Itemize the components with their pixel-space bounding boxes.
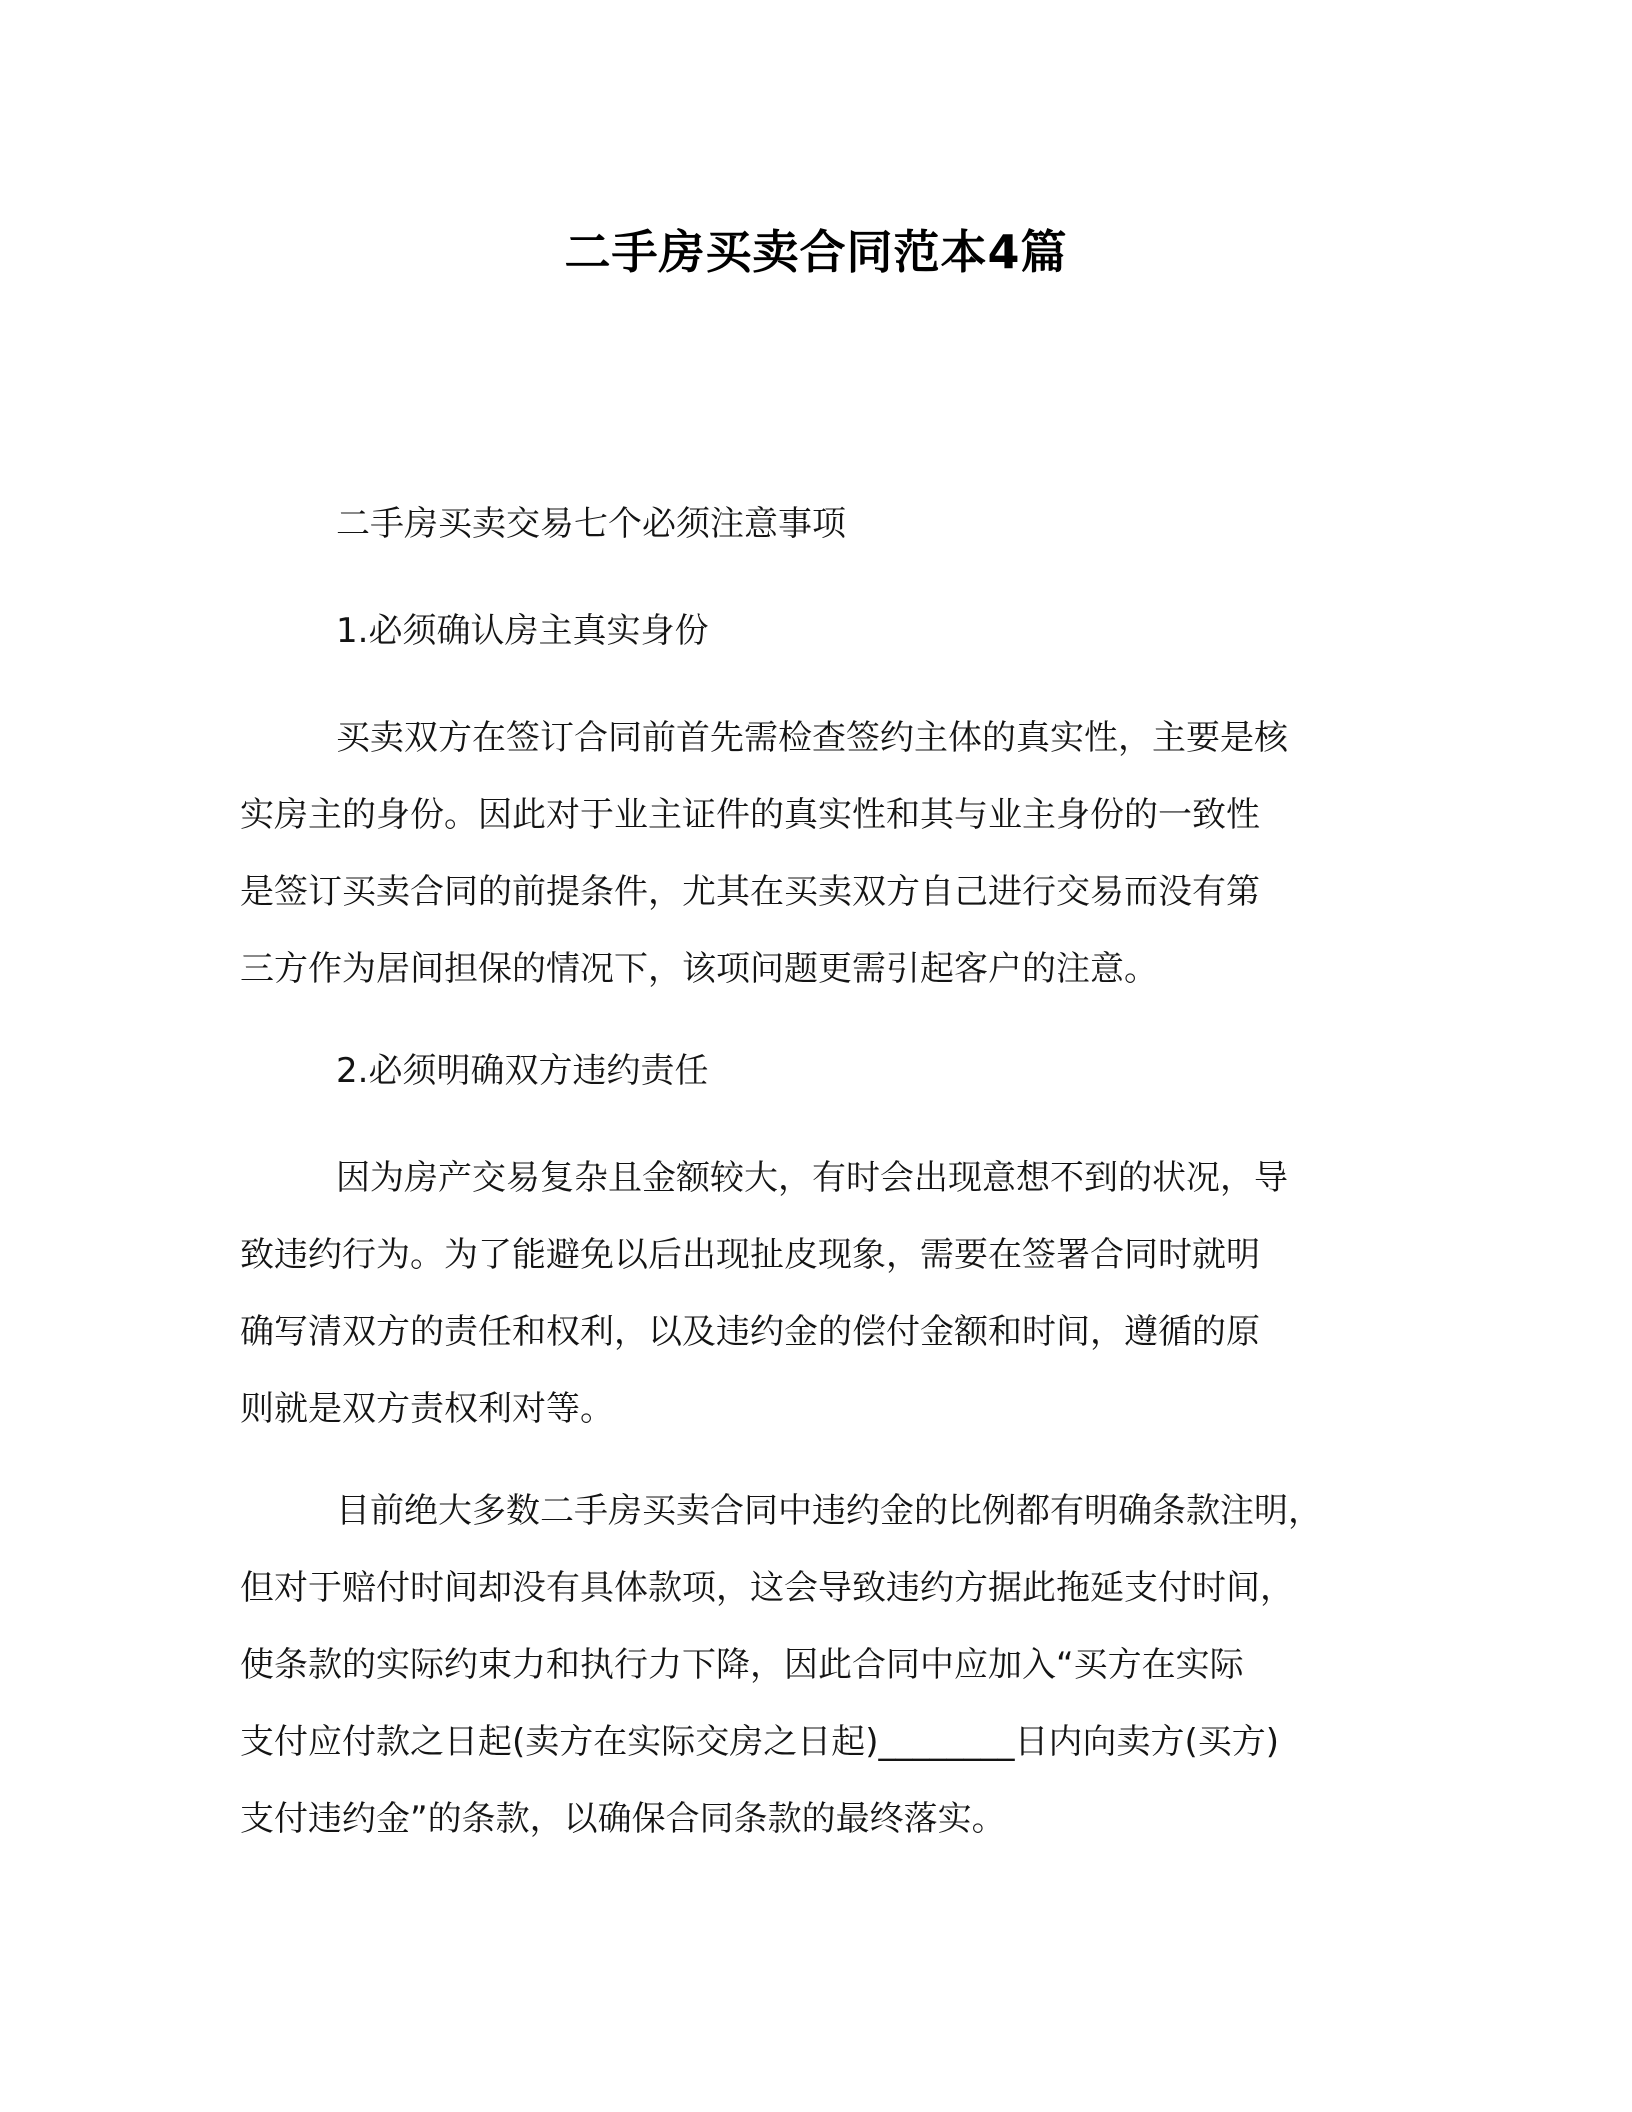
item1-paragraph <box>240 700 1400 1008</box>
paragraph-line: 则就是双方责权利对等。 <box>240 1389 614 1429</box>
section-heading-text: 二手房买卖交易七个必须注意事项 <box>336 504 846 544</box>
item2-heading <box>240 1033 1400 1110</box>
section-heading <box>240 486 1400 563</box>
paragraph-line: 确写清双方的责任和权利，以及违约金的偿付金额和时间，遵循的原 <box>240 1312 1260 1352</box>
paragraph-line: 致违约行为。为了能避免以后出现扯皮现象，需要在签署合同时就明 <box>240 1235 1260 1275</box>
paragraph-line: 支付应付款之日起(卖方在实际交房之日起)________日内向卖方(买方) <box>240 1722 1280 1762</box>
paragraph-line: 但对于赔付时间却没有具体款项，这会导致违约方据此拖延支付时间， <box>240 1568 1294 1608</box>
item2-paragraph-2 <box>240 1473 1400 1858</box>
paragraph-line: 是签订买卖合同的前提条件，尤其在买卖双方自己进行交易而没有第 <box>240 872 1260 912</box>
item2-paragraph <box>240 1140 1400 1448</box>
paragraph-line: 使条款的实际约束力和执行力下降，因此合同中应加入“买方在实际 <box>240 1645 1244 1685</box>
paragraph-line: 目前绝大多数二手房买卖合同中违约金的比例都有明确条款注明， <box>336 1491 1322 1531</box>
paragraph-line: 实房主的身份。因此对于业主证件的真实性和其与业主身份的一致性 <box>240 795 1260 835</box>
item1-heading <box>240 593 1400 670</box>
document-body <box>240 486 1400 1883</box>
paragraph-line: 买卖双方在签订合同前首先需检查签约主体的真实性，主要是核 <box>336 718 1288 758</box>
paragraph-line: 因为房产交易复杂且金额较大，有时会出现意想不到的状况，导 <box>336 1158 1288 1198</box>
item1-heading-text: 1.必须确认房主真实身份 <box>336 611 709 651</box>
paragraph-line: 三方作为居间担保的情况下，该项问题更需引起客户的注意。 <box>240 949 1158 989</box>
item2-heading-text: 2.必须明确双方违约责任 <box>336 1051 709 1091</box>
document-title: 二手房买卖合同范本4篇 <box>564 225 1068 279</box>
paragraph-line: 支付违约金”的条款，以确保合同条款的最终落实。 <box>240 1799 1006 1839</box>
